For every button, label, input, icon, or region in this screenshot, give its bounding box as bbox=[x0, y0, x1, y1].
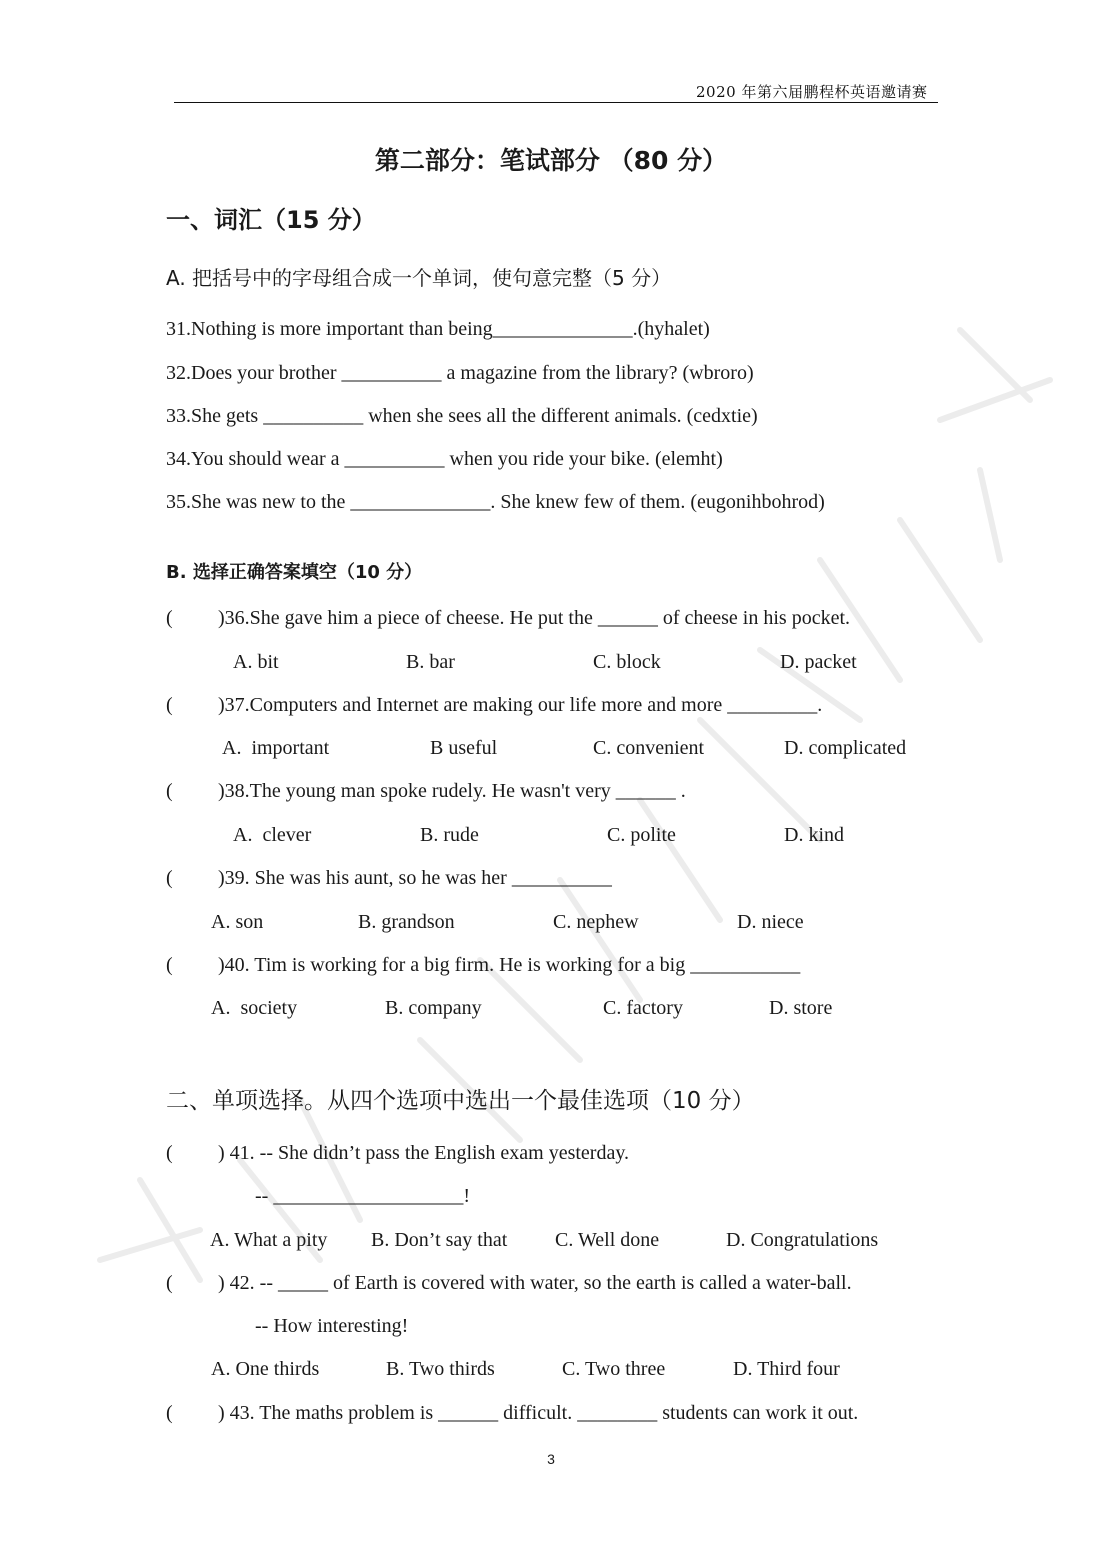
option-37-c: C. convenient bbox=[593, 737, 705, 759]
option-36-d: D. packet bbox=[780, 651, 857, 673]
partA-heading: A. 把括号中的字母组合成一个单词，使句意完整（5 分） bbox=[166, 266, 672, 290]
section1-heading: 一、词汇（15 分） bbox=[166, 206, 376, 234]
question-31: 31.Nothing is more important than being______________.(hyhalet) bbox=[166, 318, 710, 340]
question-42: ) 42. -- _____ of Earth is covered with water, so the earth is called a water-ball. bbox=[218, 1272, 852, 1294]
option-41-a: A. What a pity bbox=[210, 1229, 328, 1251]
option-36-a: A. bit bbox=[233, 651, 279, 673]
option-38-c: C. polite bbox=[607, 824, 676, 846]
answer-paren: ( bbox=[166, 954, 173, 976]
question-33: 33.She gets __________ when she sees all the different animals. (cedxtie) bbox=[166, 405, 758, 427]
option-36-b: B. bar bbox=[406, 651, 455, 673]
option-37-b: B useful bbox=[430, 737, 498, 759]
option-41-d: D. Congratulations bbox=[726, 1229, 879, 1251]
option-38-a: A. clever bbox=[233, 824, 312, 846]
header-divider bbox=[174, 102, 938, 103]
section2-heading: 二、单项选择。从四个选项中选出一个最佳选项（10 分） bbox=[166, 1088, 755, 1114]
question-43: ) 43. The maths problem is ______ difficult. ________ students can work it out. bbox=[218, 1402, 859, 1424]
option-42-c: C. Two three bbox=[562, 1358, 666, 1380]
question-36: )36.She gave him a piece of cheese. He put the ______ of cheese in his pocket. bbox=[218, 607, 851, 629]
option-37-d: D. complicated bbox=[784, 737, 907, 759]
option-42-d: D. Third four bbox=[733, 1358, 840, 1380]
answer-paren: ( bbox=[166, 694, 173, 716]
answer-paren: ( bbox=[166, 867, 173, 889]
option-42-b: B. Two thirds bbox=[386, 1358, 495, 1380]
header-title: 2020 年第六届鹏程杯英语邀请赛 bbox=[696, 83, 928, 101]
answer-paren: ( bbox=[166, 1142, 173, 1164]
question-37: )37.Computers and Internet are making our life more and more _________. bbox=[218, 694, 823, 716]
question-39: )39. She was his aunt, so he was her __________ bbox=[218, 867, 612, 889]
question-42-reply: -- How interesting! bbox=[255, 1315, 409, 1337]
option-42-a: A. One thirds bbox=[211, 1358, 320, 1380]
option-40-b: B. company bbox=[385, 997, 482, 1019]
option-38-d: D. kind bbox=[784, 824, 844, 846]
question-32: 32.Does your brother __________ a magazine from the library? (wbroro) bbox=[166, 362, 754, 384]
question-41: ) 41. -- She didn’t pass the English exam yesterday. bbox=[218, 1142, 630, 1164]
answer-paren: ( bbox=[166, 607, 173, 629]
question-40: )40. Tim is working for a big firm. He is working for a big ___________ bbox=[218, 954, 801, 976]
option-40-d: D. store bbox=[769, 997, 833, 1019]
answer-paren: ( bbox=[166, 1272, 173, 1294]
question-38: )38.The young man spoke rudely. He wasn't very ______ . bbox=[218, 780, 686, 802]
answer-paren: ( bbox=[166, 1402, 173, 1424]
option-41-b: B. Don’t say that bbox=[371, 1229, 508, 1251]
option-39-a: A. son bbox=[211, 911, 264, 933]
question-34: 34.You should wear a __________ when you ride your bike. (elemht) bbox=[166, 448, 723, 470]
question-35: 35.She was new to the ______________. She knew few of them. (eugonihbohrod) bbox=[166, 491, 825, 513]
question-41-reply: -- ___________________! bbox=[255, 1185, 470, 1207]
page-number: 3 bbox=[547, 1451, 555, 1467]
option-39-c: C. nephew bbox=[553, 911, 639, 933]
partB-heading: B. 选择正确答案填空（10 分） bbox=[166, 562, 423, 583]
option-40-a: A. society bbox=[211, 997, 298, 1019]
option-36-c: C. block bbox=[593, 651, 661, 673]
page-title: 第二部分：笔试部分 （80 分） bbox=[374, 146, 728, 175]
option-39-d: D. niece bbox=[737, 911, 804, 933]
option-40-c: C. factory bbox=[603, 997, 683, 1019]
option-39-b: B. grandson bbox=[358, 911, 455, 933]
option-37-a: A. important bbox=[222, 737, 330, 759]
option-38-b: B. rude bbox=[420, 824, 479, 846]
option-41-c: C. Well done bbox=[555, 1229, 660, 1251]
answer-paren: ( bbox=[166, 780, 173, 802]
